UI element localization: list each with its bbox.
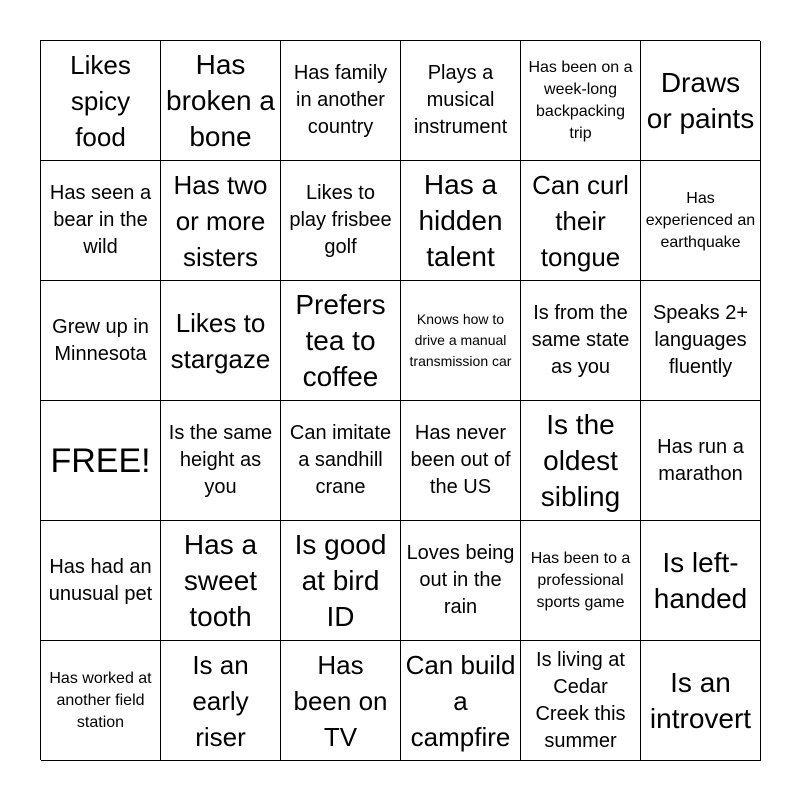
free-space-text: FREE! xyxy=(50,441,151,480)
bingo-cell[interactable] xyxy=(41,41,161,161)
bingo-cell[interactable] xyxy=(41,521,161,641)
bingo-cell[interactable] xyxy=(281,281,401,401)
bingo-cell[interactable] xyxy=(521,521,641,641)
bingo-cell[interactable] xyxy=(161,41,281,161)
bingo-cell[interactable] xyxy=(161,641,281,761)
bingo-cell[interactable] xyxy=(161,281,281,401)
bingo-cell[interactable] xyxy=(401,281,521,401)
bingo-cell[interactable] xyxy=(401,521,521,641)
bingo-cell[interactable] xyxy=(161,401,281,521)
cell-text: Has never been out of the US xyxy=(410,422,511,498)
bingo-cell[interactable] xyxy=(641,161,761,281)
bingo-cell[interactable] xyxy=(281,401,401,521)
cell-text: Is good at bird ID xyxy=(294,528,387,632)
bingo-cell[interactable] xyxy=(521,401,641,521)
bingo-cell[interactable] xyxy=(521,41,641,161)
cell-text: Has a sweet tooth xyxy=(183,528,258,632)
cell-text: Is the same height as you xyxy=(168,422,273,498)
bingo-cell[interactable] xyxy=(161,161,281,281)
cell-text: Has been on a week-long backpacking trip xyxy=(528,58,633,142)
cell-text: Knows how to drive a manual transmission car xyxy=(409,311,512,369)
cell-text: Has had an unusual pet xyxy=(48,555,153,605)
bingo-cell[interactable] xyxy=(41,161,161,281)
cell-text: Has been on TV xyxy=(293,649,388,752)
bingo-cell[interactable] xyxy=(161,521,281,641)
bingo-cell[interactable] xyxy=(281,161,401,281)
bingo-board xyxy=(40,40,760,760)
cell-text: Has run a marathon xyxy=(657,435,744,485)
cell-text: Can curl their tongue xyxy=(532,169,629,272)
bingo-cell[interactable] xyxy=(641,41,761,161)
cell-text: Is living at Cedar Creek this summer xyxy=(535,648,626,752)
cell-text: Has broken a bone xyxy=(166,48,275,152)
bingo-cell[interactable] xyxy=(281,521,401,641)
bingo-cell[interactable] xyxy=(641,641,761,761)
cell-text: Speaks 2+ languages fluently xyxy=(652,302,749,378)
cell-text: Prefers tea to coffee xyxy=(295,288,386,392)
bingo-cell[interactable] xyxy=(281,641,401,761)
cell-text: Grew up in Minnesota xyxy=(52,315,149,365)
cell-text: Is an introvert xyxy=(649,666,752,734)
bingo-cell[interactable] xyxy=(41,281,161,401)
bingo-cell[interactable] xyxy=(641,281,761,401)
bingo-cell[interactable] xyxy=(401,641,521,761)
free-space-cell[interactable] xyxy=(41,401,161,521)
cell-text: Is from the same state as you xyxy=(531,302,630,378)
bingo-cell[interactable] xyxy=(641,521,761,641)
bingo-cell[interactable] xyxy=(521,641,641,761)
cell-text: Is left-handed xyxy=(653,546,748,614)
bingo-cell[interactable] xyxy=(641,401,761,521)
cell-text: Has worked at another field station xyxy=(49,669,152,731)
bingo-cell[interactable] xyxy=(401,161,521,281)
cell-text: Has family in another country xyxy=(293,62,388,138)
cell-text: Can build a campfire xyxy=(405,649,516,752)
cell-text: Has been to a professional sports game xyxy=(530,549,631,611)
cell-text: Loves being out in the rain xyxy=(406,542,515,618)
cell-text: Is the oldest sibling xyxy=(540,408,621,512)
bingo-cell[interactable] xyxy=(401,41,521,161)
cell-text: Likes to stargaze xyxy=(170,307,271,374)
bingo-cell[interactable] xyxy=(41,641,161,761)
cell-text: Draws or paints xyxy=(646,66,755,134)
cell-text: Likes to play frisbee golf xyxy=(289,182,392,258)
bingo-cell[interactable] xyxy=(521,161,641,281)
cell-text: Likes spicy food xyxy=(70,49,131,152)
cell-text: Has a hidden talent xyxy=(418,168,503,272)
cell-text: Has seen a bear in the wild xyxy=(49,182,152,258)
cell-text: Is an early riser xyxy=(192,649,249,752)
cell-text: Has experienced an earthquake xyxy=(645,189,756,251)
cell-text: Can imitate a sandhill crane xyxy=(289,422,392,498)
bingo-cell[interactable] xyxy=(281,41,401,161)
bingo-cell[interactable] xyxy=(401,401,521,521)
bingo-cell[interactable] xyxy=(521,281,641,401)
cell-text: Has two or more sisters xyxy=(173,169,268,272)
cell-text: Plays a musical instrument xyxy=(413,62,508,138)
